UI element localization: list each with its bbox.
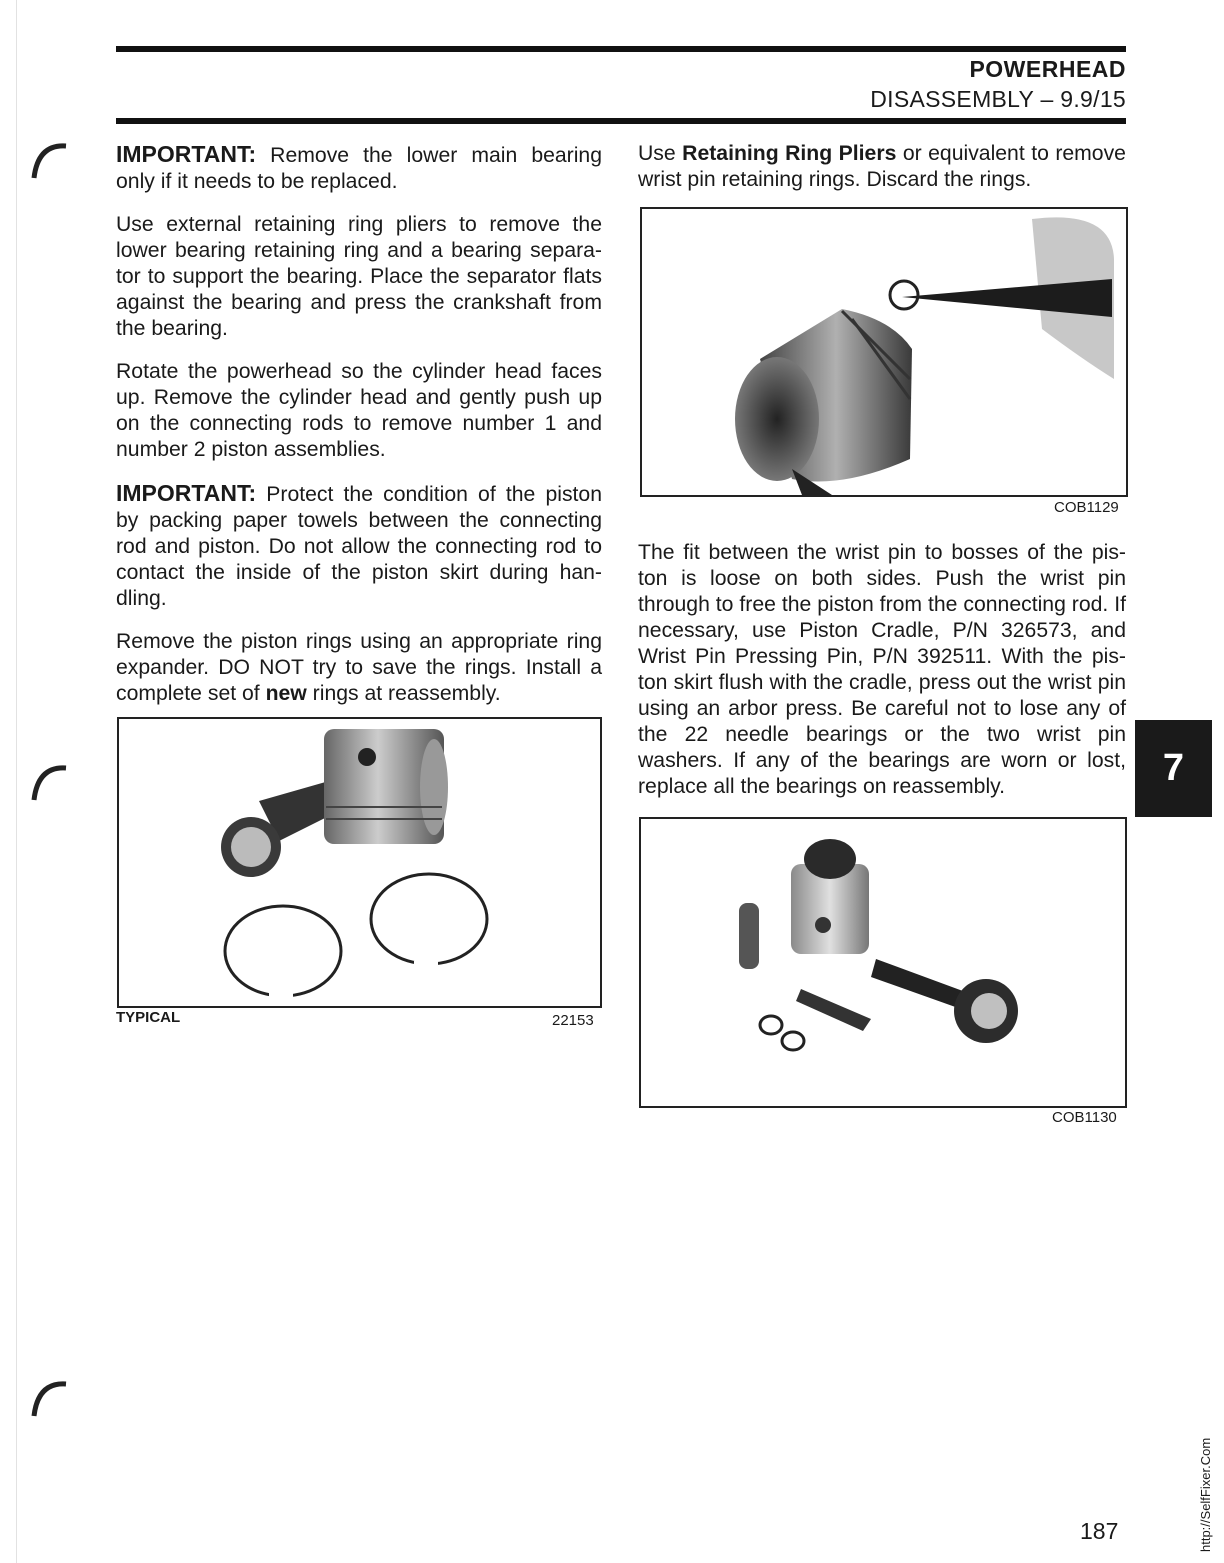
paragraph-bearing-removal: Use external retaining ring pliers to remove the lower bearing retaining ring and a bearing separa-tor to support the bearing. Place the separator flats against the bearing and press the crankshaft from the bearing.: [116, 213, 602, 340]
figure-label: TYPICAL: [116, 1009, 181, 1026]
washer-shape: [760, 1016, 782, 1034]
piston-bore-shape: [735, 357, 819, 481]
figure-piston-rings: [117, 717, 602, 1008]
page-number: 187: [1080, 1518, 1119, 1544]
figure-code: COB1129: [1054, 499, 1119, 516]
right-column: [638, 141, 1126, 193]
punch-hole-mark: [28, 140, 68, 184]
figure-retaining-ring-pliers: [640, 207, 1128, 497]
rod-bearing-shape: [231, 827, 271, 867]
retaining-ring-shape: [890, 281, 918, 309]
text-run: rings at reassembly.: [306, 682, 501, 705]
left-column: [116, 141, 602, 724]
paragraph-wrist-pin: The fit between the wrist pin to bosses of the pis-ton is loose on both sides. Push the wrist pin through to free the piston from the connecting rod. If necessary, use Piston Cradle, P/N 326573, and Wrist Pin Pressing Pin, P/N 392511. With the pis-ton skirt flush with the cradle, press out the wrist pin using an arbor press. Be careful not to lose any of the 22 needle bearings or the two wrist pin washers. If any of the bearings are worn or lost, replace all the bearings on reassembly.: [638, 541, 1126, 798]
important-text: Remove the lower main bearing only if it needs to be replaced.: [116, 144, 602, 193]
important-label: IMPORTANT:: [116, 141, 257, 167]
footer-url-watermark: http://SelfFixer.Com: [1198, 1437, 1213, 1552]
binding-margin-line: [16, 0, 17, 1563]
text-run: or equivalent to remove wrist pin retaining rings. Discard the rings.: [638, 142, 1126, 191]
punch-hole-mark: [28, 762, 68, 806]
header-rule-top: [116, 46, 1126, 52]
rod-bearing-shape: [971, 993, 1007, 1029]
section-subtitle: DISASSEMBLY – 9.9/15: [870, 86, 1126, 112]
text-run: Remove the piston rings using an appropriate ring expander. DO NOT try to save the rings. Install a complete set of: [116, 630, 602, 705]
paragraph-piston-rings: [116, 629, 602, 707]
important-label: IMPORTANT:: [116, 480, 257, 506]
wrist-pin-hole-shape: [358, 748, 376, 766]
important-text: Protect the condition of the piston by packing paper towels between the connecting rod and piston. Do not allow the connecting rod to contact the inside of the piston skirt during han-dling.: [116, 483, 602, 610]
pliers-removing-ring-illustration: [642, 209, 1126, 495]
piston-ring-shape: [225, 906, 341, 996]
punch-hole-mark: [28, 1378, 68, 1422]
piston-parts-illustration: [641, 819, 1125, 1106]
washer-shape: [782, 1032, 804, 1050]
important-note-piston: [116, 480, 602, 612]
piston-crown-shape: [804, 839, 856, 879]
header-rule-bottom: [116, 118, 1126, 124]
pliers-shape: [902, 279, 1112, 317]
bold-text: Retaining Ring Pliers: [682, 142, 897, 165]
wrist-pin-hole-shape: [815, 917, 831, 933]
piston-face-shape: [420, 739, 448, 835]
bold-text: new: [265, 682, 307, 705]
section-title: POWERHEAD: [969, 56, 1126, 82]
figure-code: 22153: [552, 1012, 594, 1029]
important-note-bearing: [116, 141, 602, 195]
figure-code: COB1130: [1052, 1109, 1117, 1126]
paragraph-cylinder-head: Rotate the powerhead so the cylinder head faces up. Remove the cylinder head and gently push up on the connecting rods to remove number 1 and number 2 piston assemblies.: [116, 360, 602, 461]
piston-rod-rings-illustration: [119, 719, 600, 1006]
paragraph-retaining-rings: [638, 141, 1126, 193]
needle-bearings-shape: [796, 989, 871, 1031]
chapter-tab: 7: [1135, 720, 1212, 817]
right-column-lower: [638, 540, 1126, 817]
figure-disassembled-piston: [639, 817, 1127, 1108]
text-run: Use: [638, 142, 683, 165]
piston-ring-shape: [371, 874, 487, 964]
wrist-pin-shape: [739, 903, 759, 969]
